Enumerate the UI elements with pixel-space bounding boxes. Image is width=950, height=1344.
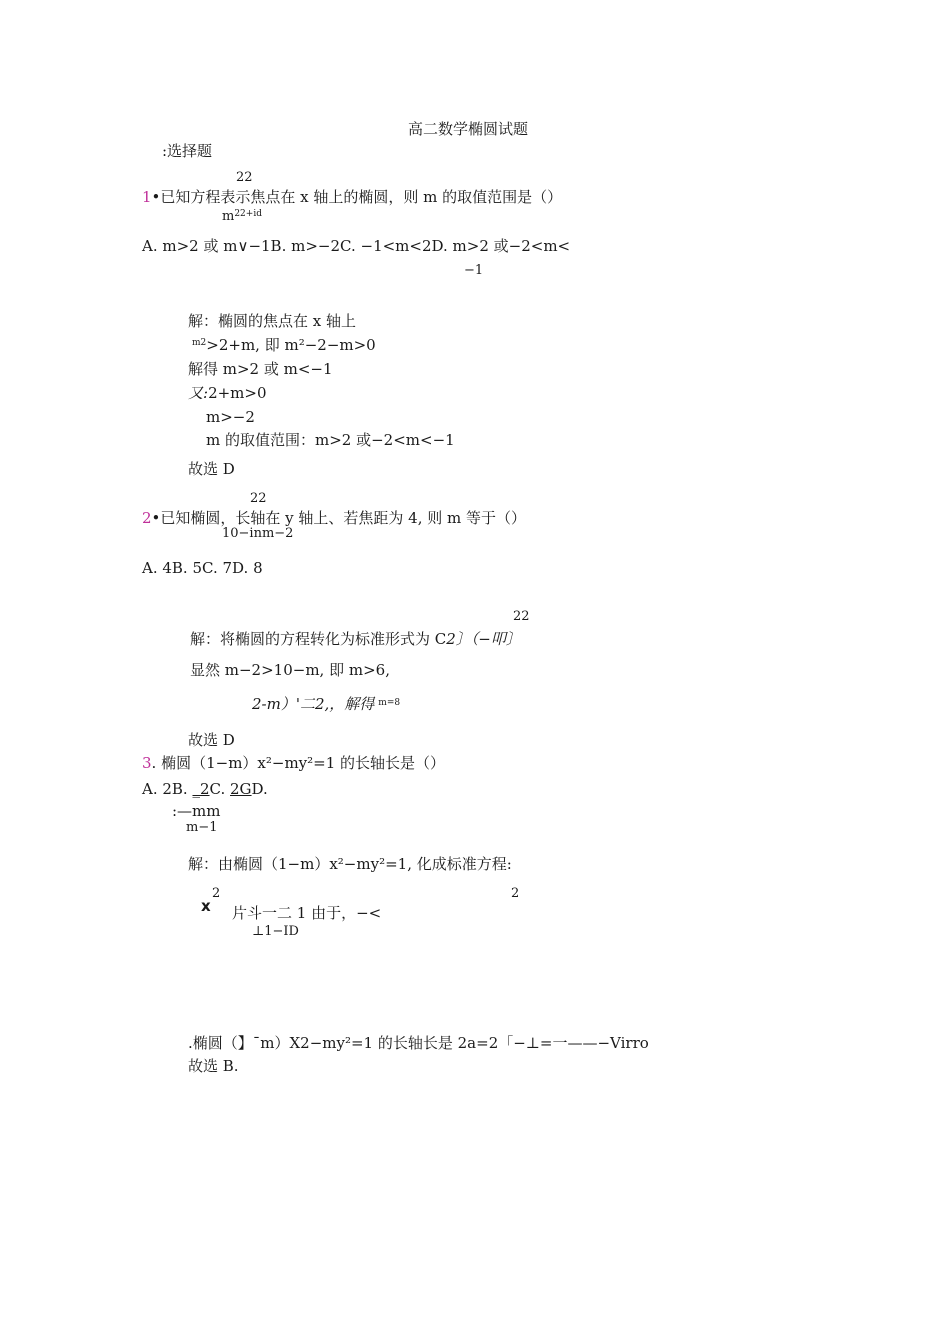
- q1-sub-sup: 22+id: [234, 209, 262, 219]
- q1-solution-line1: 解：椭圆的焦点在 x 轴上: [188, 312, 356, 330]
- q1-options: A. m>2 或 m∨−1B. m>−2C. −1<m<2D. m>2 或−2<m<: [142, 237, 571, 255]
- q1-options-tail: −1: [464, 263, 484, 278]
- q2-sol3-a: 2: [252, 695, 262, 713]
- q3-options: A. 2B. _2C. 2GD.: [142, 780, 268, 798]
- q1-sol4-b: 2+m>0: [208, 384, 267, 402]
- q3-stem: [142, 754, 445, 772]
- q2-text: •已知椭圆，长轴在 y 轴上、若焦距为 4, 则 m 等于（）: [151, 509, 527, 527]
- q1-solution-line6: m 的取值范围：m>2 或−2<m<−1: [206, 431, 455, 449]
- q3-solution-sub: ⊥1−ID: [252, 924, 299, 939]
- q3-x-symbol: x: [201, 897, 211, 915]
- q1-subscript: [222, 208, 262, 226]
- q1-sol4-a: 又:: [188, 384, 209, 402]
- q3-answer: 故选 B.: [188, 1057, 239, 1075]
- q1-solution-line3: 解得 m>2 或 m<−1: [188, 360, 333, 378]
- q3-solution-line2: 片斗一二 1 由于，−<: [232, 904, 382, 922]
- q1-sub-base: m: [222, 209, 235, 224]
- section-heading: :选择题: [162, 142, 213, 160]
- q2-sol3-small: m=8: [378, 698, 401, 708]
- q1-number: 1: [142, 188, 152, 206]
- q3-x-sup: 2: [212, 886, 221, 901]
- q2-sol1-b: 2〕（−叩〕: [446, 630, 521, 648]
- q2-solution-line1: [190, 630, 521, 648]
- q1-answer: 故选 D: [188, 460, 235, 478]
- q3-fraction-bottom: m−1: [186, 820, 218, 835]
- q3-fraction-top: :—mm: [172, 802, 221, 820]
- q2-stem: [142, 509, 526, 527]
- q2-sol1-text: 解：将椭圆的方程转化为标准形式为 C: [190, 630, 447, 648]
- q2-number: 2: [142, 509, 152, 527]
- q3-number: 3: [142, 754, 152, 772]
- q2-solution-line2: 显然 m−2>10−m, 即 m>6,: [190, 661, 390, 679]
- q2-solution-sup: 22: [513, 609, 530, 624]
- q1-solution-line2: [192, 336, 376, 354]
- q2-subscript: 10−inm−2: [222, 526, 294, 541]
- q1-solution-line4: [188, 384, 267, 402]
- q3-text: . 椭圆（1−m）x²−my²=1 的长轴长是（）: [151, 754, 446, 772]
- q3-solution-line3: .椭圆（】¯m）X2−my²=1 的长轴长是 2a=2「−⊥=一——−Virro: [188, 1034, 649, 1052]
- q2-sol3-b: -m）'二2,，解得: [261, 695, 375, 713]
- q3-right-two: 2: [511, 886, 520, 901]
- q2-superscript: 22: [250, 491, 267, 506]
- q1-stem: [142, 188, 562, 206]
- q2-options: A. 4B. 5C. 7D. 8: [142, 559, 263, 577]
- q1-sol2-small: m2: [192, 338, 207, 348]
- q1-solution-line5: m>−2: [206, 408, 255, 426]
- q1-sol2-text: >2+m, 即 m²−2−m>0: [206, 336, 376, 354]
- q1-text: •已知方程表示焦点在 x 轴上的椭圆，则 m 的取值范围是（）: [151, 188, 563, 206]
- q2-solution-line3: [252, 695, 400, 713]
- page-title: 高二数学椭圆试题: [408, 120, 529, 138]
- q2-answer: 故选 D: [188, 731, 235, 749]
- q1-superscript: 22: [236, 170, 253, 185]
- q3-solution-line1: 解：由椭圆（1−m）x²−my²=1, 化成标准方程:: [188, 855, 512, 873]
